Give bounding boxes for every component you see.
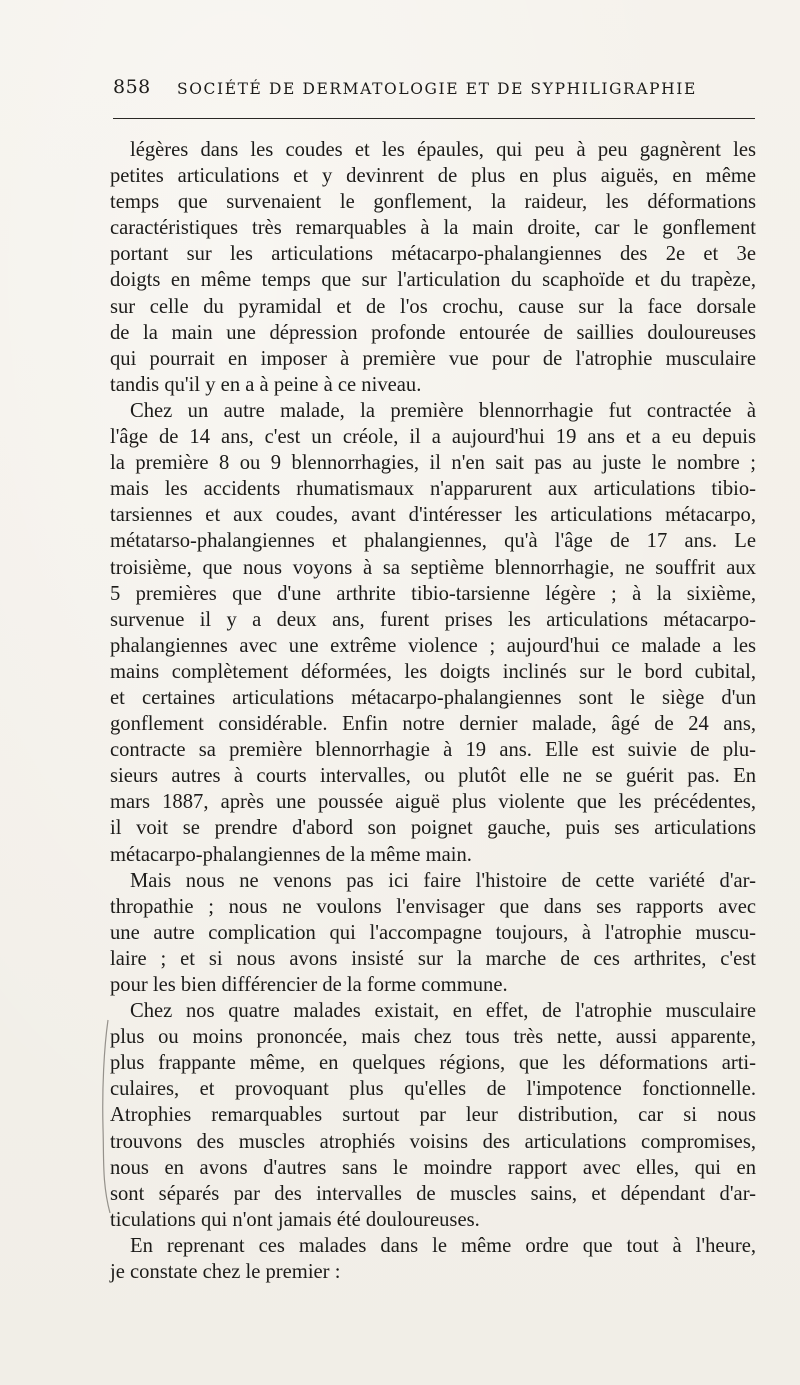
text-line: portant sur les articulations métacarpo-phalangiennes des 2e et 3e (110, 243, 756, 266)
text-line: la première 8 ou 9 blennorrhagies, il n'en sait pas au juste le nombre ; (110, 452, 756, 475)
text-line: Atrophies remarquables surtout par leur distribution, car si nous (110, 1104, 756, 1127)
text-line: légères dans les coudes et les épaules, qui peu à peu gagnèrent les (130, 139, 756, 161)
text-line: il voit se prendre d'abord son poignet gauche, puis ses articulations (110, 817, 756, 840)
page-header (113, 76, 753, 110)
text-line: gonflement considérable. Enfin notre dernier malade, âgé de 24 ans, (110, 713, 756, 736)
text-line: une autre complication qui l'accompagne toujours, à l'atrophie muscu- (110, 921, 756, 944)
text-line: Chez un autre malade, la première blennorrhagie fut contractée à (130, 399, 756, 422)
text-line: plus frappante même, en quelques régions, que les déformations arti- (110, 1052, 756, 1075)
text-line: 5 premières que d'une arthrite tibio-tarsienne légère ; à la sixième, (110, 582, 756, 605)
text-line: ticulations qui n'ont jamais été douloureuses. (110, 1208, 480, 1231)
text-line: sur celle du pyramidal et de l'os crochu, cause sur la face dorsale (110, 295, 756, 318)
text-line: nous en avons d'autres sans le moindre rapport avec elles, qui en (110, 1156, 756, 1179)
text-line: qui pourrait en imposer à première vue pour de l'atrophie musculaire (110, 347, 756, 370)
text-line: laire ; et si nous avons insisté sur la marche de ces arthrites, c'est (110, 947, 756, 970)
running-title: SOCIÉTÉ DE DERMATOLOGIE ET DE SYPHILIGRAPHIE (177, 80, 697, 98)
text-line: plus ou moins prononcée, mais chez tous très nette, aussi apparente, (110, 1026, 756, 1049)
text-line: tarsiennes et aux coudes, avant d'intéresser les articulations métacarpo, (110, 504, 756, 527)
text-line: contracte sa première blennorrhagie à 19 ans. Elle est suivie de plu- (110, 739, 756, 762)
text-line: mains complètement déformées, les doigts inclinés sur le bord cubital, (110, 660, 756, 683)
text-line: sont séparés par des intervalles de muscles sains, et dépendant d'ar- (110, 1182, 756, 1205)
text-line: pour les bien différencier de la forme commune. (110, 974, 508, 996)
text-line: culaires, et provoquant plus qu'elles de l'impotence fonctionnelle. (110, 1078, 756, 1101)
text-line: survenue il y a deux ans, furent prises les articulations métacarpo- (110, 608, 756, 631)
text-line: mars 1887, après une poussée aiguë plus violente que les précédentes, (110, 791, 756, 814)
text-line: l'âge de 14 ans, c'est un créole, il a aujourd'hui 19 ans et a eu depuis (110, 426, 756, 449)
text-line: sieurs autres à courts intervalles, ou plutôt elle ne se guérit pas. En (110, 765, 756, 788)
page-number: 858 (113, 76, 151, 98)
text-line: et certaines articulations métacarpo-phalangiennes sont le siège d'un (110, 686, 756, 709)
text-line: petites articulations et y devinrent de plus en plus aiguës, en même (110, 165, 756, 188)
text-line: Chez nos quatre malades existait, en effet, de l'atrophie musculaire (130, 1000, 756, 1023)
text-line: trouvons des muscles atrophiés voisins des articulations compromises, (110, 1130, 756, 1153)
text-line: métatarso-phalangiennes et phalangiennes, qu'à l'âge de 17 ans. Le (110, 530, 756, 553)
text-line: mais les accidents rhumatismaux n'apparurent aux articulations tibio- (110, 478, 756, 501)
text-line: troisième, que nous voyons à sa septième blennorrhagie, ne souffrit aux (110, 556, 756, 579)
text-line: Mais nous ne venons pas ici faire l'histoire de cette variété d'ar- (130, 869, 756, 892)
body-text (110, 137, 756, 1285)
text-line: tandis qu'il y en a à peine à ce niveau. (110, 373, 422, 396)
text-line: temps que survenaient le gonflement, la raideur, les déformations (110, 191, 756, 214)
text-line: caractéristiques très remarquables à la main droite, car le gonflement (110, 217, 756, 240)
header-rule (113, 118, 755, 119)
text-line: thropathie ; nous ne voulons l'envisager que dans ses rapports avec (110, 895, 756, 918)
text-line: doigts en même temps que sur l'articulation du scaphoïde et du trapèze, (110, 269, 756, 292)
text-line: phalangiennes avec une extrême violence ; aujourd'hui ce malade a les (110, 634, 756, 657)
text-line: métacarpo-phalangiennes de la même main. (110, 843, 472, 866)
text-line: je constate chez le premier : (110, 1261, 341, 1284)
text-line: En reprenant ces malades dans le même ordre que tout à l'heure, (130, 1234, 756, 1257)
text-line: de la main une dépression profonde entourée de saillies douloureuses (110, 321, 756, 344)
